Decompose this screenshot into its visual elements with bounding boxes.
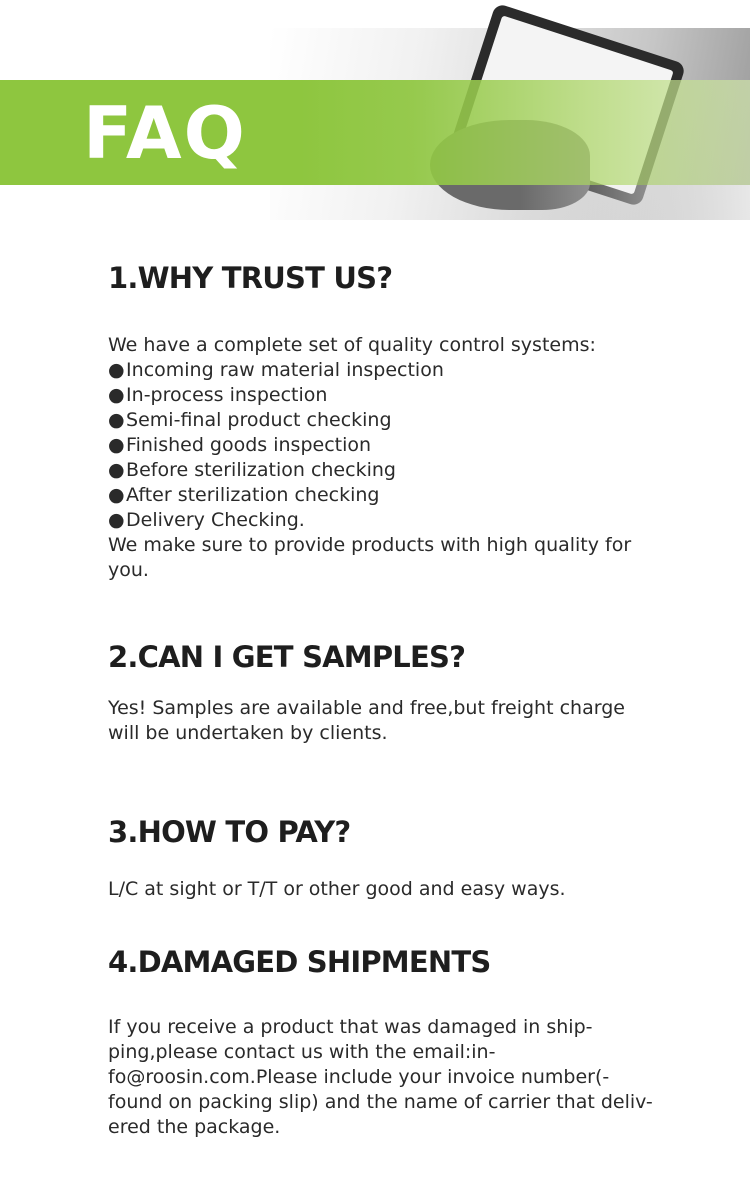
bullet-icon: ●: [108, 359, 125, 381]
body-line: Yes! Samples are available and free,but freight charge: [108, 697, 625, 719]
bullet-icon: ●: [108, 384, 125, 406]
list-item-text: Incoming raw material inspection: [126, 359, 444, 381]
section-body-samples: [108, 696, 693, 746]
list-item-text: Delivery Checking.: [126, 509, 305, 531]
list-item-text: Finished goods inspection: [126, 434, 372, 456]
body-line: ered the package.: [108, 1116, 281, 1138]
quality-outro-line: you.: [108, 559, 149, 581]
list-item-text: In-process inspection: [126, 384, 328, 406]
section-body-why-trust-us: [108, 333, 693, 583]
list-item-text: After sterilization checking: [126, 484, 380, 506]
body-line: will be undertaken by clients.: [108, 722, 388, 744]
body-line: found on packing slip) and the name of carrier that deliv-: [108, 1091, 653, 1113]
list-item: [108, 483, 693, 508]
quality-intro: We have a complete set of quality control systems:: [108, 334, 596, 356]
banner-light-overlay: [520, 185, 750, 220]
section-heading-samples: 2.CAN I GET SAMPLES?: [108, 640, 466, 674]
list-item: [108, 458, 693, 483]
section-heading-why-trust-us: 1.WHY TRUST US?: [108, 261, 393, 295]
bullet-icon: ●: [108, 509, 125, 531]
body-line: L/C at sight or T/T or other good and easy ways.: [108, 878, 566, 900]
section-body-how-to-pay: [108, 877, 693, 902]
quality-outro-line: We make sure to provide products with high quality for: [108, 534, 632, 556]
section-body-damaged-shipments: [108, 1015, 693, 1140]
list-item: [108, 508, 693, 533]
bullet-icon: ●: [108, 434, 125, 456]
body-line: fo@roosin.com.Please include your invoice number(-: [108, 1066, 610, 1088]
bullet-icon: ●: [108, 459, 125, 481]
list-item-text: Before sterilization checking: [126, 459, 396, 481]
list-item: [108, 433, 693, 458]
list-item-text: Semi-final product checking: [126, 409, 392, 431]
section-heading-damaged-shipments: 4.DAMAGED SHIPMENTS: [108, 945, 491, 979]
list-item: [108, 408, 693, 433]
list-item: [108, 383, 693, 408]
faq-banner: [0, 0, 750, 220]
page-title: FAQ: [83, 91, 247, 175]
section-heading-how-to-pay: 3.HOW TO PAY?: [108, 815, 351, 849]
bullet-icon: ●: [108, 484, 125, 506]
body-line: If you receive a product that was damaged in ship-: [108, 1016, 593, 1038]
body-line: ping,please contact us with the email:in-: [108, 1041, 496, 1063]
list-item: [108, 358, 693, 383]
bullet-icon: ●: [108, 409, 125, 431]
